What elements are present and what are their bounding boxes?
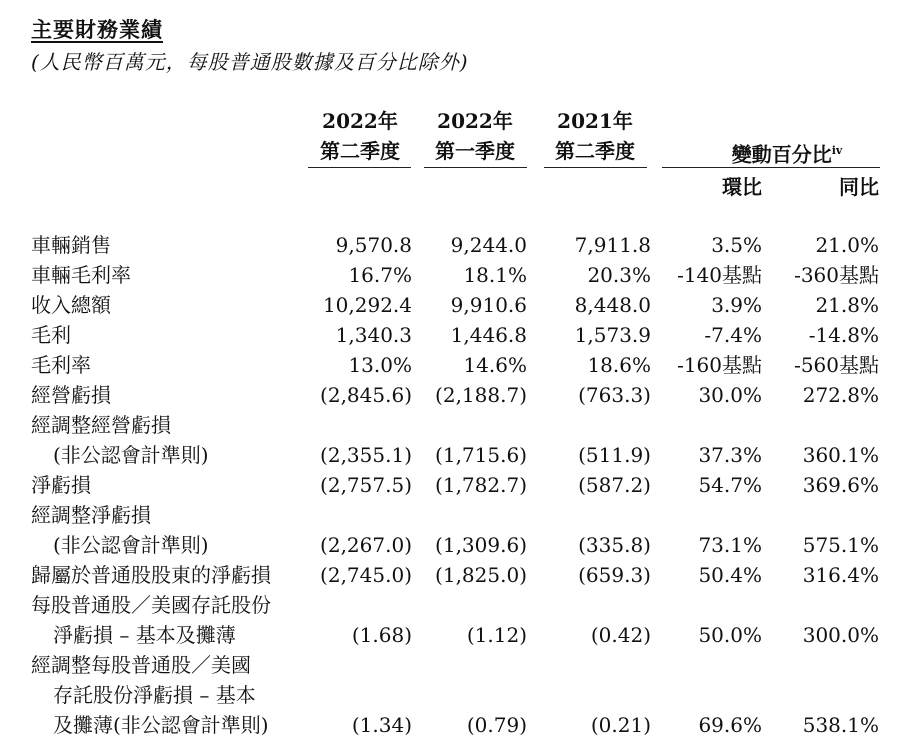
cell-value: (1,309.6) bbox=[435, 533, 527, 557]
cell-value: (659.3) bbox=[578, 563, 651, 587]
table-row-label-continued bbox=[0, 500, 910, 530]
cell-value: 9,244.0 bbox=[450, 233, 527, 257]
cell-value: 1,573.9 bbox=[574, 323, 651, 347]
header-underline bbox=[662, 167, 880, 168]
cell-value: 300.0% bbox=[802, 623, 879, 647]
row-label: (非公認會計準則) bbox=[53, 443, 209, 467]
cell-value: (1,782.7) bbox=[435, 473, 527, 497]
cell-value: 10,292.4 bbox=[322, 293, 412, 317]
cell-value: 50.4% bbox=[698, 563, 762, 587]
cell-value: (587.2) bbox=[578, 473, 651, 497]
cell-value: 18.1% bbox=[463, 263, 527, 287]
row-label: 存託股份淨虧損 – 基本 bbox=[53, 683, 256, 707]
cell-value: 16.7% bbox=[348, 263, 412, 287]
column-header-quarter: 第一季度 bbox=[435, 139, 515, 163]
cell-value: 3.5% bbox=[711, 233, 762, 257]
row-label: 歸屬於普通股股東的淨虧損 bbox=[31, 563, 271, 587]
cell-value: 7,911.8 bbox=[574, 233, 651, 257]
column-header-change bbox=[694, 136, 880, 170]
cell-value: 538.1% bbox=[802, 713, 879, 737]
cell-value: 9,570.8 bbox=[335, 233, 412, 257]
header-underline bbox=[308, 167, 411, 168]
cell-value: (1,715.6) bbox=[435, 443, 527, 467]
cell-value: 20.3% bbox=[587, 263, 651, 287]
cell-value: -140基點 bbox=[677, 263, 762, 287]
column-header-quarter: 第二季度 bbox=[555, 139, 635, 163]
column-header-q2-2022 bbox=[308, 106, 412, 166]
cell-value: 37.3% bbox=[698, 443, 762, 467]
cell-value: -160基點 bbox=[677, 353, 762, 377]
cell-value: (335.8) bbox=[578, 533, 651, 557]
sub-header-yoy: 同比 bbox=[839, 175, 879, 199]
cell-value: -7.4% bbox=[704, 323, 762, 347]
table-row bbox=[0, 620, 910, 650]
cell-value: -14.8% bbox=[808, 323, 879, 347]
cell-value: (1,825.0) bbox=[435, 563, 527, 587]
cell-value: 272.8% bbox=[802, 383, 879, 407]
cell-value: 54.7% bbox=[698, 473, 762, 497]
table-row bbox=[0, 440, 910, 470]
row-label: 淨虧損 – 基本及攤薄 bbox=[53, 623, 236, 647]
cell-value: 21.8% bbox=[815, 293, 879, 317]
table-row bbox=[0, 380, 910, 410]
table-row-label-continued bbox=[0, 680, 910, 710]
row-label: 車輛毛利率 bbox=[31, 263, 131, 287]
sub-header-qoq: 環比 bbox=[722, 175, 762, 199]
cell-value: 14.6% bbox=[463, 353, 527, 377]
cell-value: (0.42) bbox=[590, 623, 651, 647]
row-label: 淨虧損 bbox=[31, 473, 91, 497]
cell-value: (2,845.6) bbox=[320, 383, 412, 407]
cell-value: 30.0% bbox=[698, 383, 762, 407]
column-header-year: 2022年 bbox=[437, 109, 513, 133]
row-label: 車輛銷售 bbox=[31, 233, 111, 257]
table-row bbox=[0, 470, 910, 500]
cell-value: 1,340.3 bbox=[335, 323, 412, 347]
table-row bbox=[0, 320, 910, 350]
cell-value: (1.12) bbox=[466, 623, 527, 647]
row-label: 經調整每股普通股／美國 bbox=[31, 653, 251, 677]
page-title: 主要財務業績 bbox=[31, 17, 163, 42]
table-row bbox=[0, 350, 910, 380]
cell-value: 3.9% bbox=[711, 293, 762, 317]
page-subtitle: (人民幣百萬元，每股普通股數據及百分比除外) bbox=[31, 50, 469, 74]
column-header-year: 2021年 bbox=[557, 109, 633, 133]
row-label: 及攤薄(非公認會計準則) bbox=[53, 713, 269, 737]
cell-value: 21.0% bbox=[815, 233, 879, 257]
cell-value: (1.34) bbox=[351, 713, 412, 737]
cell-value: 1,446.8 bbox=[450, 323, 527, 347]
row-label: 毛利率 bbox=[31, 353, 91, 377]
cell-value: 575.1% bbox=[802, 533, 879, 557]
cell-value: (2,757.5) bbox=[320, 473, 412, 497]
table-row-label-continued bbox=[0, 410, 910, 440]
cell-value: 8,448.0 bbox=[574, 293, 651, 317]
table-row-label-continued bbox=[0, 650, 910, 680]
column-header-quarter: 第二季度 bbox=[320, 139, 400, 163]
cell-value: -560基點 bbox=[794, 353, 879, 377]
cell-value: 9,910.6 bbox=[450, 293, 527, 317]
cell-value: 18.6% bbox=[587, 353, 651, 377]
cell-value: (0.21) bbox=[590, 713, 651, 737]
cell-value: (2,267.0) bbox=[320, 533, 412, 557]
cell-value: -360基點 bbox=[794, 263, 879, 287]
row-label: 經營虧損 bbox=[31, 383, 111, 407]
cell-value: (511.9) bbox=[578, 443, 651, 467]
table-row bbox=[0, 230, 910, 260]
cell-value: 360.1% bbox=[802, 443, 879, 467]
cell-value: 316.4% bbox=[802, 563, 879, 587]
change-header-label: 變動百分比 bbox=[731, 142, 832, 167]
cell-value: 73.1% bbox=[698, 533, 762, 557]
header-underline bbox=[424, 167, 527, 168]
cell-value: 13.0% bbox=[348, 353, 412, 377]
cell-value: (0.79) bbox=[466, 713, 527, 737]
row-label: 經調整經營虧損 bbox=[31, 413, 171, 437]
cell-value: (763.3) bbox=[578, 383, 651, 407]
change-header-footnote: iv bbox=[831, 144, 843, 157]
row-label: (非公認會計準則) bbox=[53, 533, 209, 557]
table-row bbox=[0, 530, 910, 560]
table-row bbox=[0, 260, 910, 290]
column-header-q2-2021 bbox=[543, 106, 647, 166]
cell-value: 69.6% bbox=[698, 713, 762, 737]
cell-value: 50.0% bbox=[698, 623, 762, 647]
table-row bbox=[0, 290, 910, 320]
table-row bbox=[0, 710, 910, 740]
cell-value: (2,188.7) bbox=[435, 383, 527, 407]
row-label: 毛利 bbox=[31, 323, 71, 347]
row-label: 每股普通股／美國存託股份 bbox=[31, 593, 271, 617]
table-row bbox=[0, 560, 910, 590]
row-label: 經調整淨虧損 bbox=[31, 503, 151, 527]
table-row-label-continued bbox=[0, 590, 910, 620]
column-header-year: 2022年 bbox=[322, 109, 398, 133]
row-label: 收入總額 bbox=[31, 293, 111, 317]
column-header-q1-2022 bbox=[423, 106, 527, 166]
cell-value: 369.6% bbox=[802, 473, 879, 497]
cell-value: (2,355.1) bbox=[320, 443, 412, 467]
cell-value: (1.68) bbox=[351, 623, 412, 647]
cell-value: (2,745.0) bbox=[320, 563, 412, 587]
header-underline bbox=[544, 167, 647, 168]
